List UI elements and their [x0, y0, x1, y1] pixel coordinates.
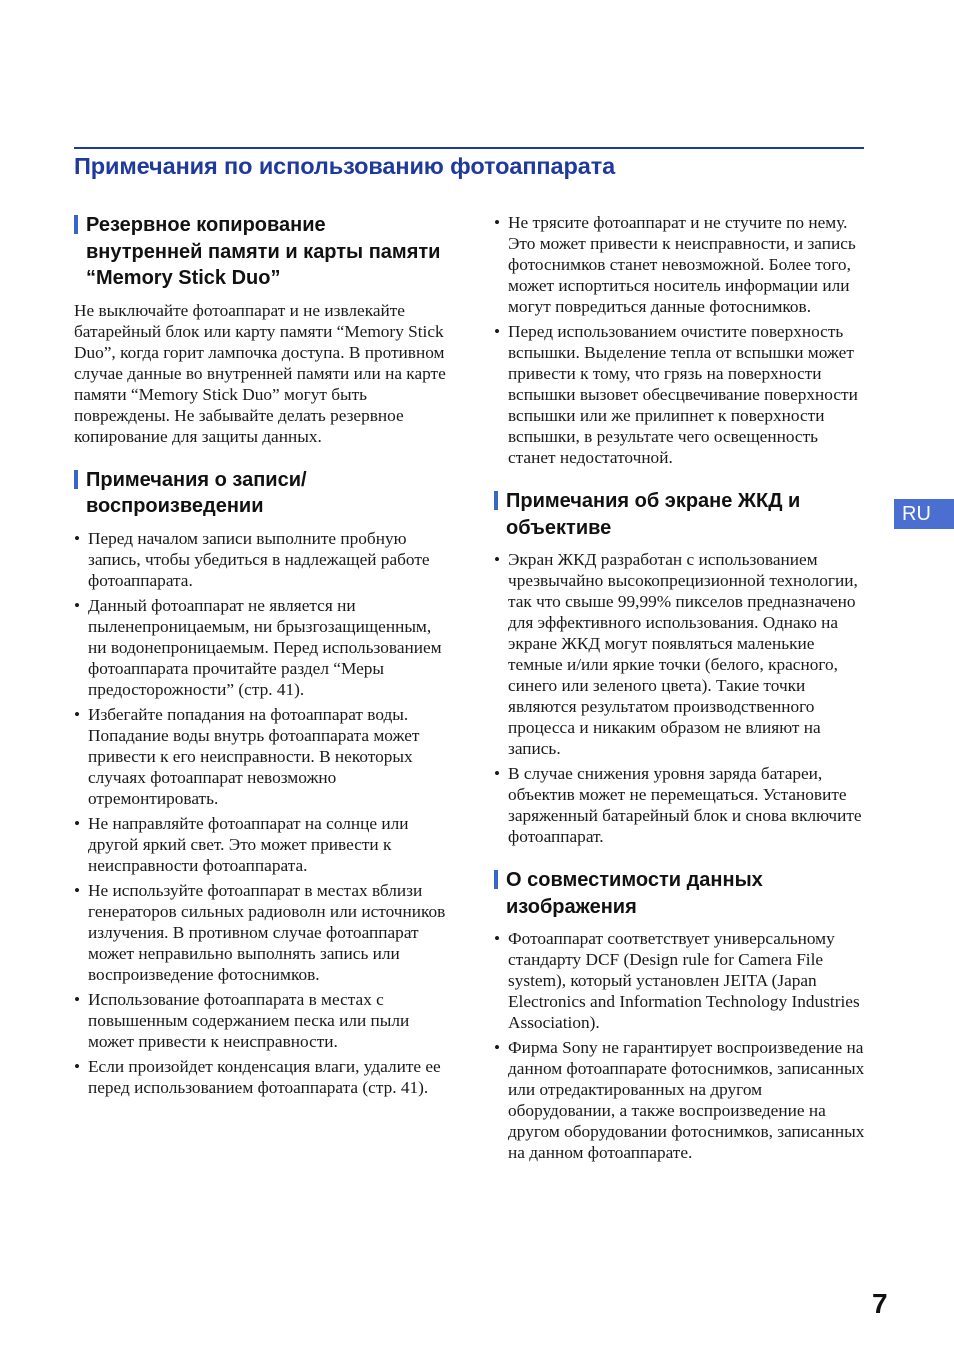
- list-item: • Перед началом записи выполните пробную запись, чтобы убедиться в надлежащей работе фотоаппарата.: [74, 528, 430, 590]
- section-heading: [74, 467, 446, 520]
- section-recording-continued: [494, 212, 866, 468]
- list-item: • Перед использованием очистите поверхность вспышки. Выделение тепла от вспышки может привести к тому, что грязь на поверхности вспышки вызовет обесцвечивание поверхности вспышки или же прилипнет к поверхности вспышки, в результате чего освещенность станет недостаточной.: [494, 322, 858, 467]
- section-backup: [74, 212, 446, 447]
- bullet-icon: •: [74, 704, 81, 724]
- list-item: • Если произойдет конденсация влаги, удалите ее перед использованием фотоаппарата (стр. 41).: [74, 1056, 441, 1097]
- bullet-icon: •: [74, 595, 81, 615]
- section-lcd-lens: [494, 488, 866, 847]
- bullet-icon: •: [494, 764, 501, 783]
- section-paragraph: Не выключайте фотоаппарат и не извлекайте батарейный блок или карту памяти “Memory Stick Duo”, когда горит лампочка доступа. В противном случае данные во внутренней памяти или на карте памяти “Memory Stick Duo” могут быть повреждены. Не забывайте делать резервное копирование для защиты данных.: [74, 300, 446, 446]
- bullet-icon: •: [74, 528, 81, 548]
- list-item: • В случае снижения уровня заряда батареи, объектив может не перемещаться. Установите заряженный батарейный блок и снова включите фотоаппарат.: [494, 764, 862, 846]
- heading-bar-icon: [494, 870, 498, 889]
- heading-bar-icon: [74, 215, 78, 234]
- list-item: • Фирма Sony не гарантирует воспроизведение на данном фотоаппарате фотоснимков, записанных или отредактированных на другом оборудовании, а также воспроизведение на другом оборудовании фотоснимков, записанных на данном фотоаппарате.: [494, 1038, 865, 1162]
- list-item: • Не направляйте фотоаппарат на солнце или другой яркий свет. Это может привести к неисправности фотоаппарата.: [74, 813, 409, 875]
- bullet-icon: •: [74, 813, 81, 833]
- bullet-icon: •: [74, 989, 81, 1009]
- section-heading-text: О совместимости данных изображения: [506, 869, 763, 918]
- heading-bar-icon: [74, 470, 78, 489]
- heading-bar-icon: [494, 491, 498, 510]
- list-item: • Избегайте попадания на фотоаппарат воды. Попадание воды внутрь фотоаппарата может привести к его неисправности. В некоторых случаях фотоаппарат невозможно отремонтировать.: [74, 704, 420, 808]
- left-column: [74, 212, 446, 1118]
- bullet-list: [494, 549, 866, 847]
- section-recording: [74, 467, 446, 1098]
- bullet-icon: •: [494, 929, 501, 948]
- bullet-list: [494, 928, 866, 1163]
- section-compatibility: [494, 867, 866, 1163]
- bullet-icon: •: [494, 550, 501, 569]
- title-rule: [74, 147, 864, 149]
- list-item: • Использование фотоаппарата в местах с повышенным содержанием песка или пыли может привести к неисправности.: [74, 989, 410, 1051]
- section-heading: [494, 867, 866, 920]
- bullet-list: [494, 212, 866, 468]
- bullet-icon: •: [494, 322, 501, 341]
- page-number: 7: [872, 1288, 888, 1319]
- language-tab: RU: [894, 499, 954, 529]
- right-column: [494, 212, 866, 1183]
- list-item: • Данный фотоаппарат не является ни пыленепроницаемым, ни брызгозащищенным, ни водонепроницаемым. Перед использованием фотоаппарата прочитайте раздел “Меры предосторожности” (стр. 41).: [74, 595, 442, 699]
- section-heading-text: Резервное копирование внутренней памяти и карты памяти “Memory Stick Duo”: [86, 214, 441, 289]
- bullet-list: [74, 528, 446, 1098]
- list-item: • Экран ЖКД разработан с использованием чрезвычайно высокопрецизионной технологии, так что свыше 99,99% пикселов предназначено для эффективного использования. Однако на экране ЖКД могут появляться маленькие темные и/или яркие точки (белого, красного, синего или зеленого цвета). Такие точки являются результатом производственного процесса и никаким образом не влияют на запись.: [494, 550, 858, 758]
- section-heading-text: Примечания о записи/ воспроизведении: [86, 468, 307, 517]
- list-item: • Фотоаппарат соответствует универсальному стандарту DCF (Design rule for Camera File system), который установлен JEITA (Japan Electronics and Information Technology Industries Association).: [494, 929, 860, 1032]
- bullet-icon: •: [74, 1056, 81, 1076]
- list-item: • Не трясите фотоаппарат и не стучите по нему. Это может привести к неисправности, и запись фотоснимков станет невозможной. Более того, может испортиться носитель информации или могут повредиться данные фотоснимков.: [494, 213, 856, 316]
- page-title: Примечания по использованию фотоаппарата: [74, 153, 616, 179]
- section-heading: [494, 488, 866, 541]
- bullet-icon: •: [494, 1038, 501, 1057]
- list-item: • Не используйте фотоаппарат в местах вблизи генераторов сильных радиоволн или источников излучения. В противном случае фотоаппарат может неправильно выполнять запись или воспроизведение фотоснимков.: [74, 880, 446, 984]
- section-heading-text: Примечания об экране ЖКД и объективе: [506, 490, 801, 539]
- bullet-icon: •: [494, 213, 501, 232]
- section-heading: [74, 212, 446, 292]
- bullet-icon: •: [74, 880, 81, 900]
